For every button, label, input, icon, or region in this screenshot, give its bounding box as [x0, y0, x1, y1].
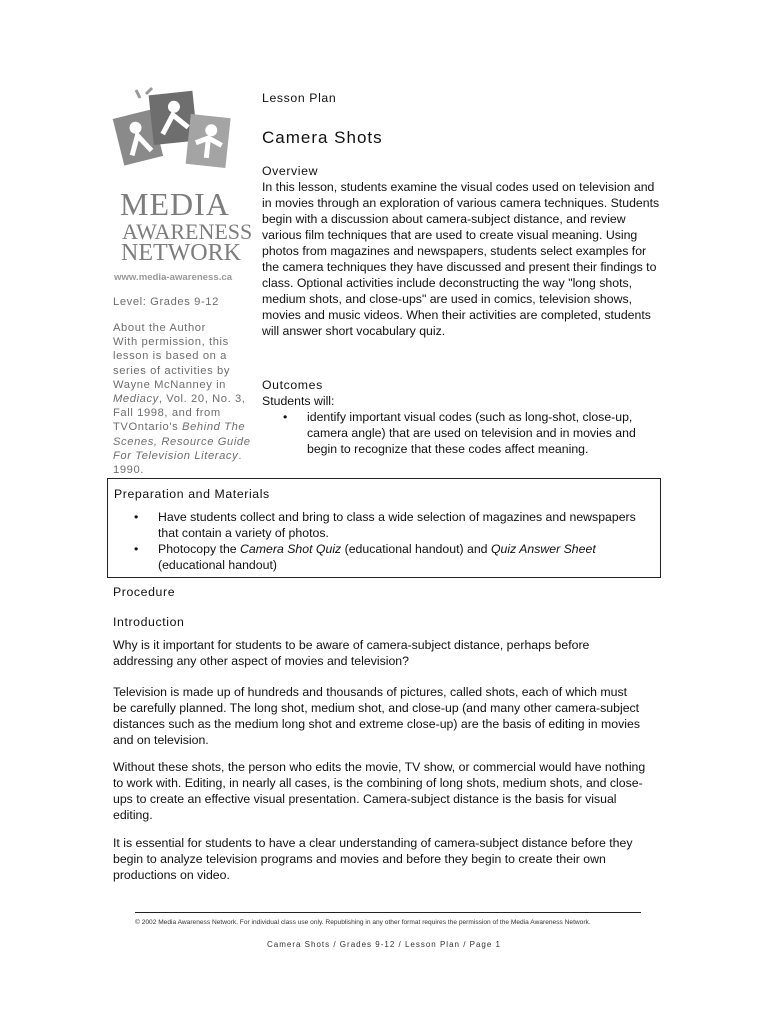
list-item: • Photocopy the Camera Shot Quiz (educational handout) and Quiz Answer Sheet (educational handout) — [134, 542, 596, 572]
overview-text: In this lesson, students examine the visual codes used on television and in movies through an exploration of various camera techniques. Students begin with a discussion about camera-subject distance, and review various film techniques that are used to create visual meaning. Using photos from magazines and newspapers, students select examples for the camera techniques they have discussed and present their findings to class. Optional activities include deconstructing the way "long shots, medium shots, and close-ups" are used in comics, television shows, movies and music videos. When their activities are completed, students will answer short vocabulary quiz. — [262, 180, 660, 338]
outcomes-heading: Outcomes — [262, 378, 323, 392]
logo-word-network: NETWORK — [121, 240, 241, 266]
footer-page-line: Camera Shots / Grades 9-12 / Lesson Plan / Page 1 — [267, 940, 501, 949]
grade-level: Level: Grades 9-12 — [113, 296, 219, 308]
overview-heading: Overview — [262, 164, 319, 178]
logo-url: www.media-awareness.ca — [114, 272, 233, 283]
about-author — [113, 321, 253, 477]
camera-shot-quiz-title: Camera Shot Quiz — [240, 542, 342, 556]
behind-the-scenes-title: Behind The Scenes, Resource Guide For Television Literacy — [113, 421, 251, 462]
logo-word-media: MEDIA — [120, 186, 230, 222]
footer-divider — [135, 912, 641, 913]
procedure-paragraph-4: It is essential for students to have a clear understanding of camera-subject distance before they begin to analyze television programs and movies and before they begin to create their own productions on video. — [113, 836, 633, 882]
procedure-heading: Procedure — [113, 585, 176, 599]
preparation-box — [107, 478, 661, 578]
list-item: • identify important visual codes (such as long-shot, close-up, camera angle) that are used on television and in movies and begin to recognize that these codes affect meaning. — [283, 410, 636, 456]
mediacy-title: Mediacy — [113, 393, 159, 406]
about-author-text: With permission, this lesson is based on a series of activities by Wayne McNanney in Mediacy, Vol. 20, No. 3, Fall 1998, and from TVOntario's Behind The Scenes, Resource Guide For Television Literacy. 1990. — [113, 336, 251, 477]
page-title: Camera Shots — [262, 128, 383, 147]
about-author-heading: About the Author — [113, 322, 206, 334]
preparation-list — [134, 509, 638, 573]
procedure-paragraph-1: Why is it important for students to be aware of camera-subject distance, perhaps before addressing any other aspect of movies and television? — [113, 638, 590, 668]
introduction-heading: Introduction — [113, 615, 185, 629]
preparation-heading: Preparation and Materials — [114, 487, 270, 501]
quiz-answer-sheet-title: Quiz Answer Sheet — [490, 542, 596, 556]
list-item: • Have students collect and bring to class a wide selection of magazines and newspapers that contain a variety of photos. — [134, 510, 636, 540]
logo-figures-icon — [112, 86, 238, 186]
footer-copyright: © 2002 Media Awareness Network. For individual class use only. Republishing in any other format requires the permission of the Media Awareness Network. — [135, 919, 591, 926]
procedure-paragraph-3: Without these shots, the person who edits the movie, TV show, or commercial would have nothing to work with. Editing, in nearly all cases, is the combining of long shots, medium shots, and close-ups to create an effective visual presentation. Camera-subject distance is the basis for visual editing. — [113, 760, 646, 822]
logo-word-awareness: AWARENESS — [122, 219, 253, 244]
media-awareness-logo — [112, 86, 253, 326]
outcomes-intro: Students will: — [262, 394, 335, 408]
lesson-plan-label: Lesson Plan — [262, 91, 337, 105]
procedure-paragraph-2: Television is made up of hundreds and thousands of pictures, called shots, each of which must be carefully planned. The long shot, medium shot, and close-up (and many other camera-subject distances such as the medium long shot and extreme close-up) are the basis of editing in movies and on television. — [113, 685, 640, 747]
outcomes-list — [283, 409, 657, 457]
